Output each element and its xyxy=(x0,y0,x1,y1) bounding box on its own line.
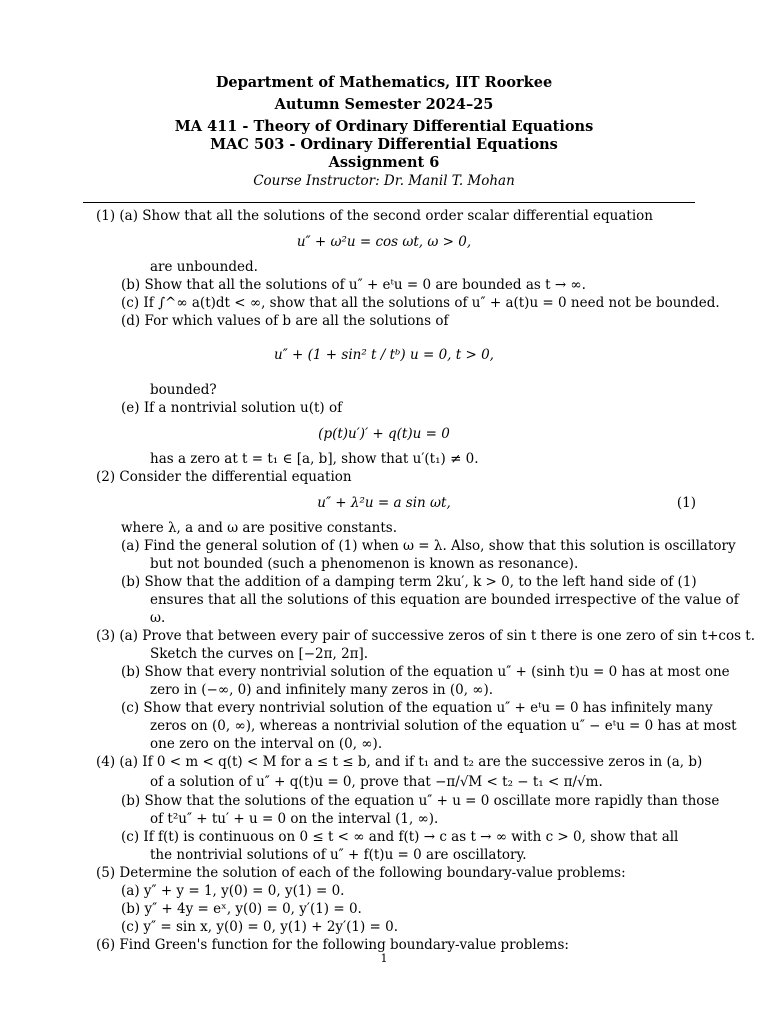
q1e-text: (e) If a nontrivial solution u(t) of xyxy=(121,400,343,416)
q2-equation: u″ + λ²u = a sin ωt, xyxy=(317,495,451,511)
q3a-text: (3) (a) Prove that between every pair of successive zeros of sin t there is one zero of sin t+cos t. xyxy=(96,628,756,644)
course-title-2: MAC 503 - Ordinary Differential Equations xyxy=(210,136,558,153)
assignment-title: Assignment 6 xyxy=(328,154,440,171)
q3c-text: (c) Show that every nontrivial solution of the equation u″ + eᵗu = 0 has infinitely many xyxy=(121,700,713,716)
q2a-cont: but not bounded (such a phenomenon is known as resonance). xyxy=(150,556,579,572)
department-heading: Department of Mathematics, IIT Roorkee xyxy=(215,74,553,91)
q2b-cont: ensures that all the solutions of this equation are bounded irrespective of the value of xyxy=(150,592,739,608)
q1d-text: (d) For which values of b are all the solutions of xyxy=(121,313,449,329)
q2-where: where λ, a and ω are positive constants. xyxy=(121,520,397,536)
q2a-text: (a) Find the general solution of (1) when ω = λ. Also, show that this solution is oscillatory xyxy=(121,538,736,554)
q3b-cont: zero in (−∞, 0) and infinitely many zeros in (0, ∞). xyxy=(150,682,494,698)
q4a-cont: of a solution of u″ + q(t)u = 0, prove that −π/√M < t₂ − t₁ < π/√m. xyxy=(150,774,603,790)
q1-equation: u″ + ω²u = cos ωt, ω > 0, xyxy=(296,234,472,250)
q1a-text: (1) (a) Show that all the solutions of the second order scalar differential equation xyxy=(96,208,653,224)
q4a-text: (4) (a) If 0 < m < q(t) < M for a ≤ t ≤ b, and if t₁ and t₂ are the successive zeros in (a, b) xyxy=(96,754,703,770)
q4c-text: (c) If f(t) is continuous on 0 ≤ t < ∞ and f(t) → c as t → ∞ with c > 0, show that all xyxy=(121,829,679,845)
q3c-cont: zeros on (0, ∞), whereas a nontrivial solution of the equation u″ − eᵗu = 0 has at most xyxy=(150,718,737,734)
q1e-cont: has a zero at t = t₁ ∈ [a, b], show that u′(t₁) ≠ 0. xyxy=(150,451,479,467)
equation-number: (1) xyxy=(676,495,696,511)
q1d-equation: u″ + (1 + sin² t / tᵇ) u = 0, t > 0, xyxy=(274,347,494,363)
q2b-cont-2: ω. xyxy=(150,610,166,626)
q4b-cont: of t²u″ + tu′ + u = 0 on the interval (1, ∞). xyxy=(150,811,439,827)
q4c-cont: the nontrivial solutions of u″ + f(t)u = 0 are oscillatory. xyxy=(150,847,527,863)
q1d-cont: bounded? xyxy=(150,382,217,398)
header-rule xyxy=(83,202,695,203)
q1e-equation: (p(t)u′)′ + q(t)u = 0 xyxy=(318,426,450,442)
page-number: 1 xyxy=(380,952,388,965)
q5c-text: (c) y″ = sin x, y(0) = 0, y(1) + 2y′(1) = 0. xyxy=(121,919,399,935)
q6-text: (6) Find Green's function for the following boundary-value problems: xyxy=(96,937,569,953)
q1a-cont: are unbounded. xyxy=(150,259,258,275)
q3c-cont-2: one zero on the interval on (0, ∞). xyxy=(150,736,383,752)
q2-text: (2) Consider the differential equation xyxy=(96,469,352,485)
instructor-line: Course Instructor: Dr. Manil T. Mohan xyxy=(253,173,515,189)
q4b-text: (b) Show that the solutions of the equation u″ + u = 0 oscillate more rapidly than those xyxy=(121,793,720,809)
course-title-1: MA 411 - Theory of Ordinary Differential Equations xyxy=(174,118,594,135)
q3a-cont: Sketch the curves on [−2π, 2π]. xyxy=(150,646,369,662)
q5a-text: (a) y″ + y = 1, y(0) = 0, y(1) = 0. xyxy=(121,883,345,899)
q5b-text: (b) y″ + 4y = eˣ, y(0) = 0, y′(1) = 0. xyxy=(121,901,362,917)
q2b-text: (b) Show that the addition of a damping term 2ku′, k > 0, to the left hand side of (1) xyxy=(121,574,697,590)
q1b-text: (b) Show that all the solutions of u″ + eᵗu = 0 are bounded as t → ∞. xyxy=(121,277,586,293)
q3b-text: (b) Show that every nontrivial solution of the equation u″ + (sinh t)u = 0 has at most one xyxy=(121,664,730,680)
q5-text: (5) Determine the solution of each of the following boundary-value problems: xyxy=(96,865,626,881)
semester-heading: Autumn Semester 2024–25 xyxy=(274,96,494,113)
q1c-text: (c) If ∫^∞ a(t)dt < ∞, show that all the solutions of u″ + a(t)u = 0 need not be bounded. xyxy=(121,295,720,311)
